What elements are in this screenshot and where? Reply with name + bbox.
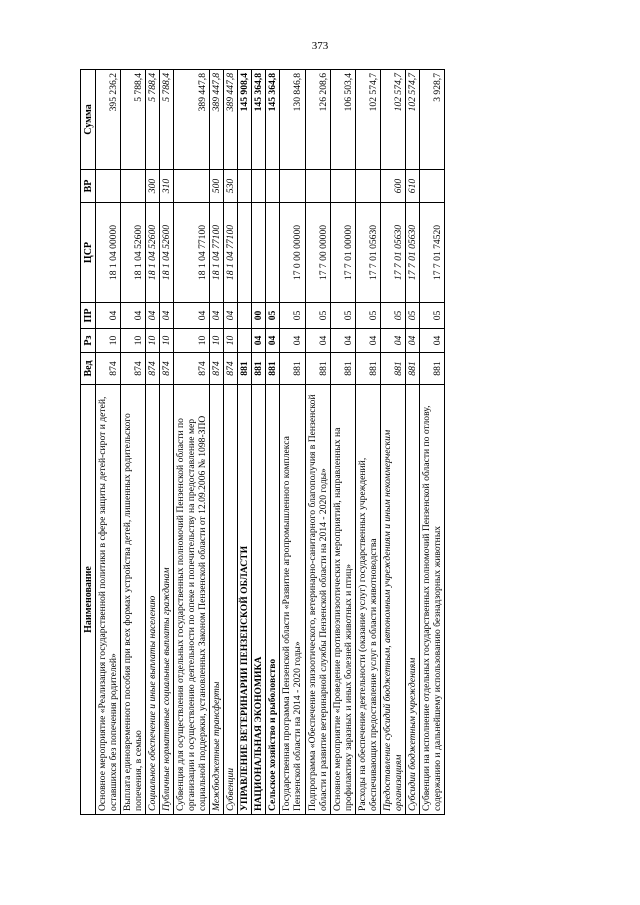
- row-name: Межбюджетные трансферты: [210, 385, 224, 815]
- row-vr: 600: [380, 170, 405, 203]
- row-sum: 102 574,7: [405, 70, 419, 170]
- row-vr: [280, 170, 305, 203]
- row-name: Субсидии бюджетным учреждениям: [405, 385, 419, 815]
- row-csr: [238, 203, 252, 303]
- row-pr: [238, 303, 252, 329]
- row-name: Государственная программа Пензенской области «Развитие агропромышленного комплекса Пензенской области на 2014 - 2020 годы»: [280, 385, 305, 815]
- row-ved: 881: [252, 353, 266, 385]
- row-name: УПРАВЛЕНИЕ ВЕТЕРИНАРИИ ПЕНЗЕНСКОЙ ОБЛАСТИ: [238, 385, 252, 815]
- row-rz: 04: [419, 329, 444, 353]
- row-pr: 04: [224, 303, 238, 329]
- row-vr: [330, 170, 355, 203]
- row-ved: 881: [380, 353, 405, 385]
- row-rz: 04: [305, 329, 330, 353]
- row-pr: 05: [305, 303, 330, 329]
- row-rz: 10: [224, 329, 238, 353]
- header-rz: Рз: [81, 329, 96, 353]
- row-vr: 530: [224, 170, 238, 203]
- row-name: Социальное обеспечение и иные выплаты населению: [146, 385, 160, 815]
- table-row: [96, 70, 121, 815]
- row-csr: 18 1 04 77100: [174, 203, 210, 303]
- row-vr: 310: [160, 170, 174, 203]
- table-row: [405, 70, 419, 815]
- row-rz: 10: [174, 329, 210, 353]
- row-csr: 17 0 00 00000: [280, 203, 305, 303]
- table-row: [330, 70, 355, 815]
- row-csr: [252, 203, 266, 303]
- row-csr: 18 1 04 52600: [146, 203, 160, 303]
- row-sum: 3 928,7: [419, 70, 444, 170]
- row-pr: 05: [280, 303, 305, 329]
- table-row: [210, 70, 224, 815]
- table-row: [174, 70, 210, 815]
- row-sum: 389 447,8: [210, 70, 224, 170]
- row-rz: 04: [252, 329, 266, 353]
- row-name: Субвенции на исполнение отдельных государственных полномочий Пензенской области по отлову, содержанию и дальнейшему использованию безнадзорных животных: [419, 385, 444, 815]
- row-vr: [419, 170, 444, 203]
- row-vr: 300: [146, 170, 160, 203]
- row-csr: 18 1 04 00000: [96, 203, 121, 303]
- row-sum: 145 908,4: [238, 70, 252, 170]
- row-pr: 04: [146, 303, 160, 329]
- row-ved: 874: [146, 353, 160, 385]
- table-row: [121, 70, 146, 815]
- table-row: [160, 70, 174, 815]
- row-ved: 874: [160, 353, 174, 385]
- row-ved: 881: [266, 353, 280, 385]
- row-ved: 874: [210, 353, 224, 385]
- row-ved: 881: [280, 353, 305, 385]
- row-vr: [238, 170, 252, 203]
- row-ved: 881: [405, 353, 419, 385]
- header-name: Наименование: [81, 385, 96, 815]
- row-pr: 05: [380, 303, 405, 329]
- row-pr: 04: [174, 303, 210, 329]
- row-csr: 18 1 04 77100: [224, 203, 238, 303]
- row-pr: 04: [121, 303, 146, 329]
- table-row: [419, 70, 444, 815]
- table-row: [305, 70, 330, 815]
- table-row: [252, 70, 266, 815]
- row-csr: 17 7 01 00000: [330, 203, 355, 303]
- row-rz: 04: [266, 329, 280, 353]
- page-number: 373: [311, 40, 329, 52]
- row-sum: 145 364,8: [266, 70, 280, 170]
- row-ved: 881: [419, 353, 444, 385]
- row-pr: 04: [96, 303, 121, 329]
- table-row: [238, 70, 252, 815]
- row-pr: 04: [160, 303, 174, 329]
- row-ved: 881: [355, 353, 380, 385]
- row-sum: 126 208,6: [305, 70, 330, 170]
- row-name: Основное мероприятие «Реализация государственной политики в сфере защиты детей-сирот и детей, оставшихся без попечения родителей»: [96, 385, 121, 815]
- row-name: Субвенции: [224, 385, 238, 815]
- row-csr: 18 1 04 52600: [160, 203, 174, 303]
- header-vr: ВР: [81, 170, 96, 203]
- row-name: Публичные нормативные социальные выплаты гражданам: [160, 385, 174, 815]
- row-csr: 17 7 01 05630: [355, 203, 380, 303]
- table-row: [355, 70, 380, 815]
- row-rz: 04: [380, 329, 405, 353]
- row-sum: 5 788,4: [160, 70, 174, 170]
- row-name: Расходы на обеспечение деятельности (оказание услуг) государственных учреждений, обеспечивающих предоставление услуг в области животноводства: [355, 385, 380, 815]
- row-name: НАЦИОНАЛЬНАЯ ЭКОНОМИКА: [252, 385, 266, 815]
- row-sum: 130 846,8: [280, 70, 305, 170]
- header-sum: Сумма: [81, 70, 96, 170]
- header-pr: ПР: [81, 303, 96, 329]
- row-rz: 04: [405, 329, 419, 353]
- budget-table: [80, 69, 445, 815]
- row-name: Выплата единовременного пособия при всех формах устройства детей, лишенных родительского попечения, в семью: [121, 385, 146, 815]
- row-sum: 106 503,4: [330, 70, 355, 170]
- row-csr: 18 1 04 52600: [121, 203, 146, 303]
- table-row: [280, 70, 305, 815]
- table-row: [380, 70, 405, 815]
- row-vr: [96, 170, 121, 203]
- row-sum: 145 364,8: [252, 70, 266, 170]
- row-pr: 05: [405, 303, 419, 329]
- rotated-page: [80, 70, 585, 815]
- row-vr: [266, 170, 280, 203]
- row-pr: 05: [419, 303, 444, 329]
- row-csr: 17 7 01 05630: [405, 203, 419, 303]
- row-pr: 05: [330, 303, 355, 329]
- row-rz: 10: [146, 329, 160, 353]
- row-csr: [266, 203, 280, 303]
- row-ved: 874: [96, 353, 121, 385]
- row-vr: [121, 170, 146, 203]
- row-csr: 18 1 04 77100: [210, 203, 224, 303]
- row-name: Субвенция для осуществления отдельных государственных полномочий Пензенской области по организации и осуществлению деятельности по опеке и попечительству на предоставление мер социальной поддержки, установленных Законом Пензенской области от 12.09.2006 № 1098-ЗПО: [174, 385, 210, 815]
- table-row: [266, 70, 280, 815]
- row-csr: 17 7 00 00000: [305, 203, 330, 303]
- row-rz: 04: [330, 329, 355, 353]
- row-vr: [252, 170, 266, 203]
- row-rz: 10: [96, 329, 121, 353]
- header-ved: Вед: [81, 353, 96, 385]
- row-rz: 04: [355, 329, 380, 353]
- row-ved: 881: [238, 353, 252, 385]
- row-sum: 102 574,7: [380, 70, 405, 170]
- row-ved: 881: [330, 353, 355, 385]
- header-csr: ЦСР: [81, 203, 96, 303]
- row-csr: 17 7 01 74520: [419, 203, 444, 303]
- row-pr: 05: [355, 303, 380, 329]
- row-vr: [174, 170, 210, 203]
- row-rz: 10: [210, 329, 224, 353]
- row-pr: 00: [252, 303, 266, 329]
- row-ved: 874: [174, 353, 210, 385]
- row-pr: 04: [210, 303, 224, 329]
- row-ved: 874: [224, 353, 238, 385]
- table-header-row: [81, 70, 96, 815]
- row-rz: 10: [121, 329, 146, 353]
- row-sum: 395 236,2: [96, 70, 121, 170]
- row-vr: [355, 170, 380, 203]
- row-rz: [238, 329, 252, 353]
- table-row: [224, 70, 238, 815]
- row-name: Основное мероприятие «Проведение противоэпизоотических мероприятий, направленных на профилактику заразных и иных болезней животных и птиц»: [330, 385, 355, 815]
- row-vr: [305, 170, 330, 203]
- row-sum: 389 447,8: [174, 70, 210, 170]
- row-ved: 874: [121, 353, 146, 385]
- row-rz: 04: [280, 329, 305, 353]
- row-sum: 102 574,7: [355, 70, 380, 170]
- row-vr: 610: [405, 170, 419, 203]
- table-row: [146, 70, 160, 815]
- row-ved: 881: [305, 353, 330, 385]
- row-name: Сельское хозяйство и рыболовство: [266, 385, 280, 815]
- row-sum: 5 788,4: [121, 70, 146, 170]
- row-pr: 05: [266, 303, 280, 329]
- row-sum: 389 447,8: [224, 70, 238, 170]
- row-csr: 17 7 01 05630: [380, 203, 405, 303]
- row-name: Подпрограмма «Обеспечение эпизоотического, ветеринарно-санитарного благополучия в Пензенской области и развитие ветеринарной службы Пензенской области на 2014 - 2020 годы»: [305, 385, 330, 815]
- row-name: Предоставление субсидий бюджетным, автономным учреждениям и иным некоммерческим организациям: [380, 385, 405, 815]
- row-sum: 5 788,4: [146, 70, 160, 170]
- row-vr: 500: [210, 170, 224, 203]
- row-rz: 10: [160, 329, 174, 353]
